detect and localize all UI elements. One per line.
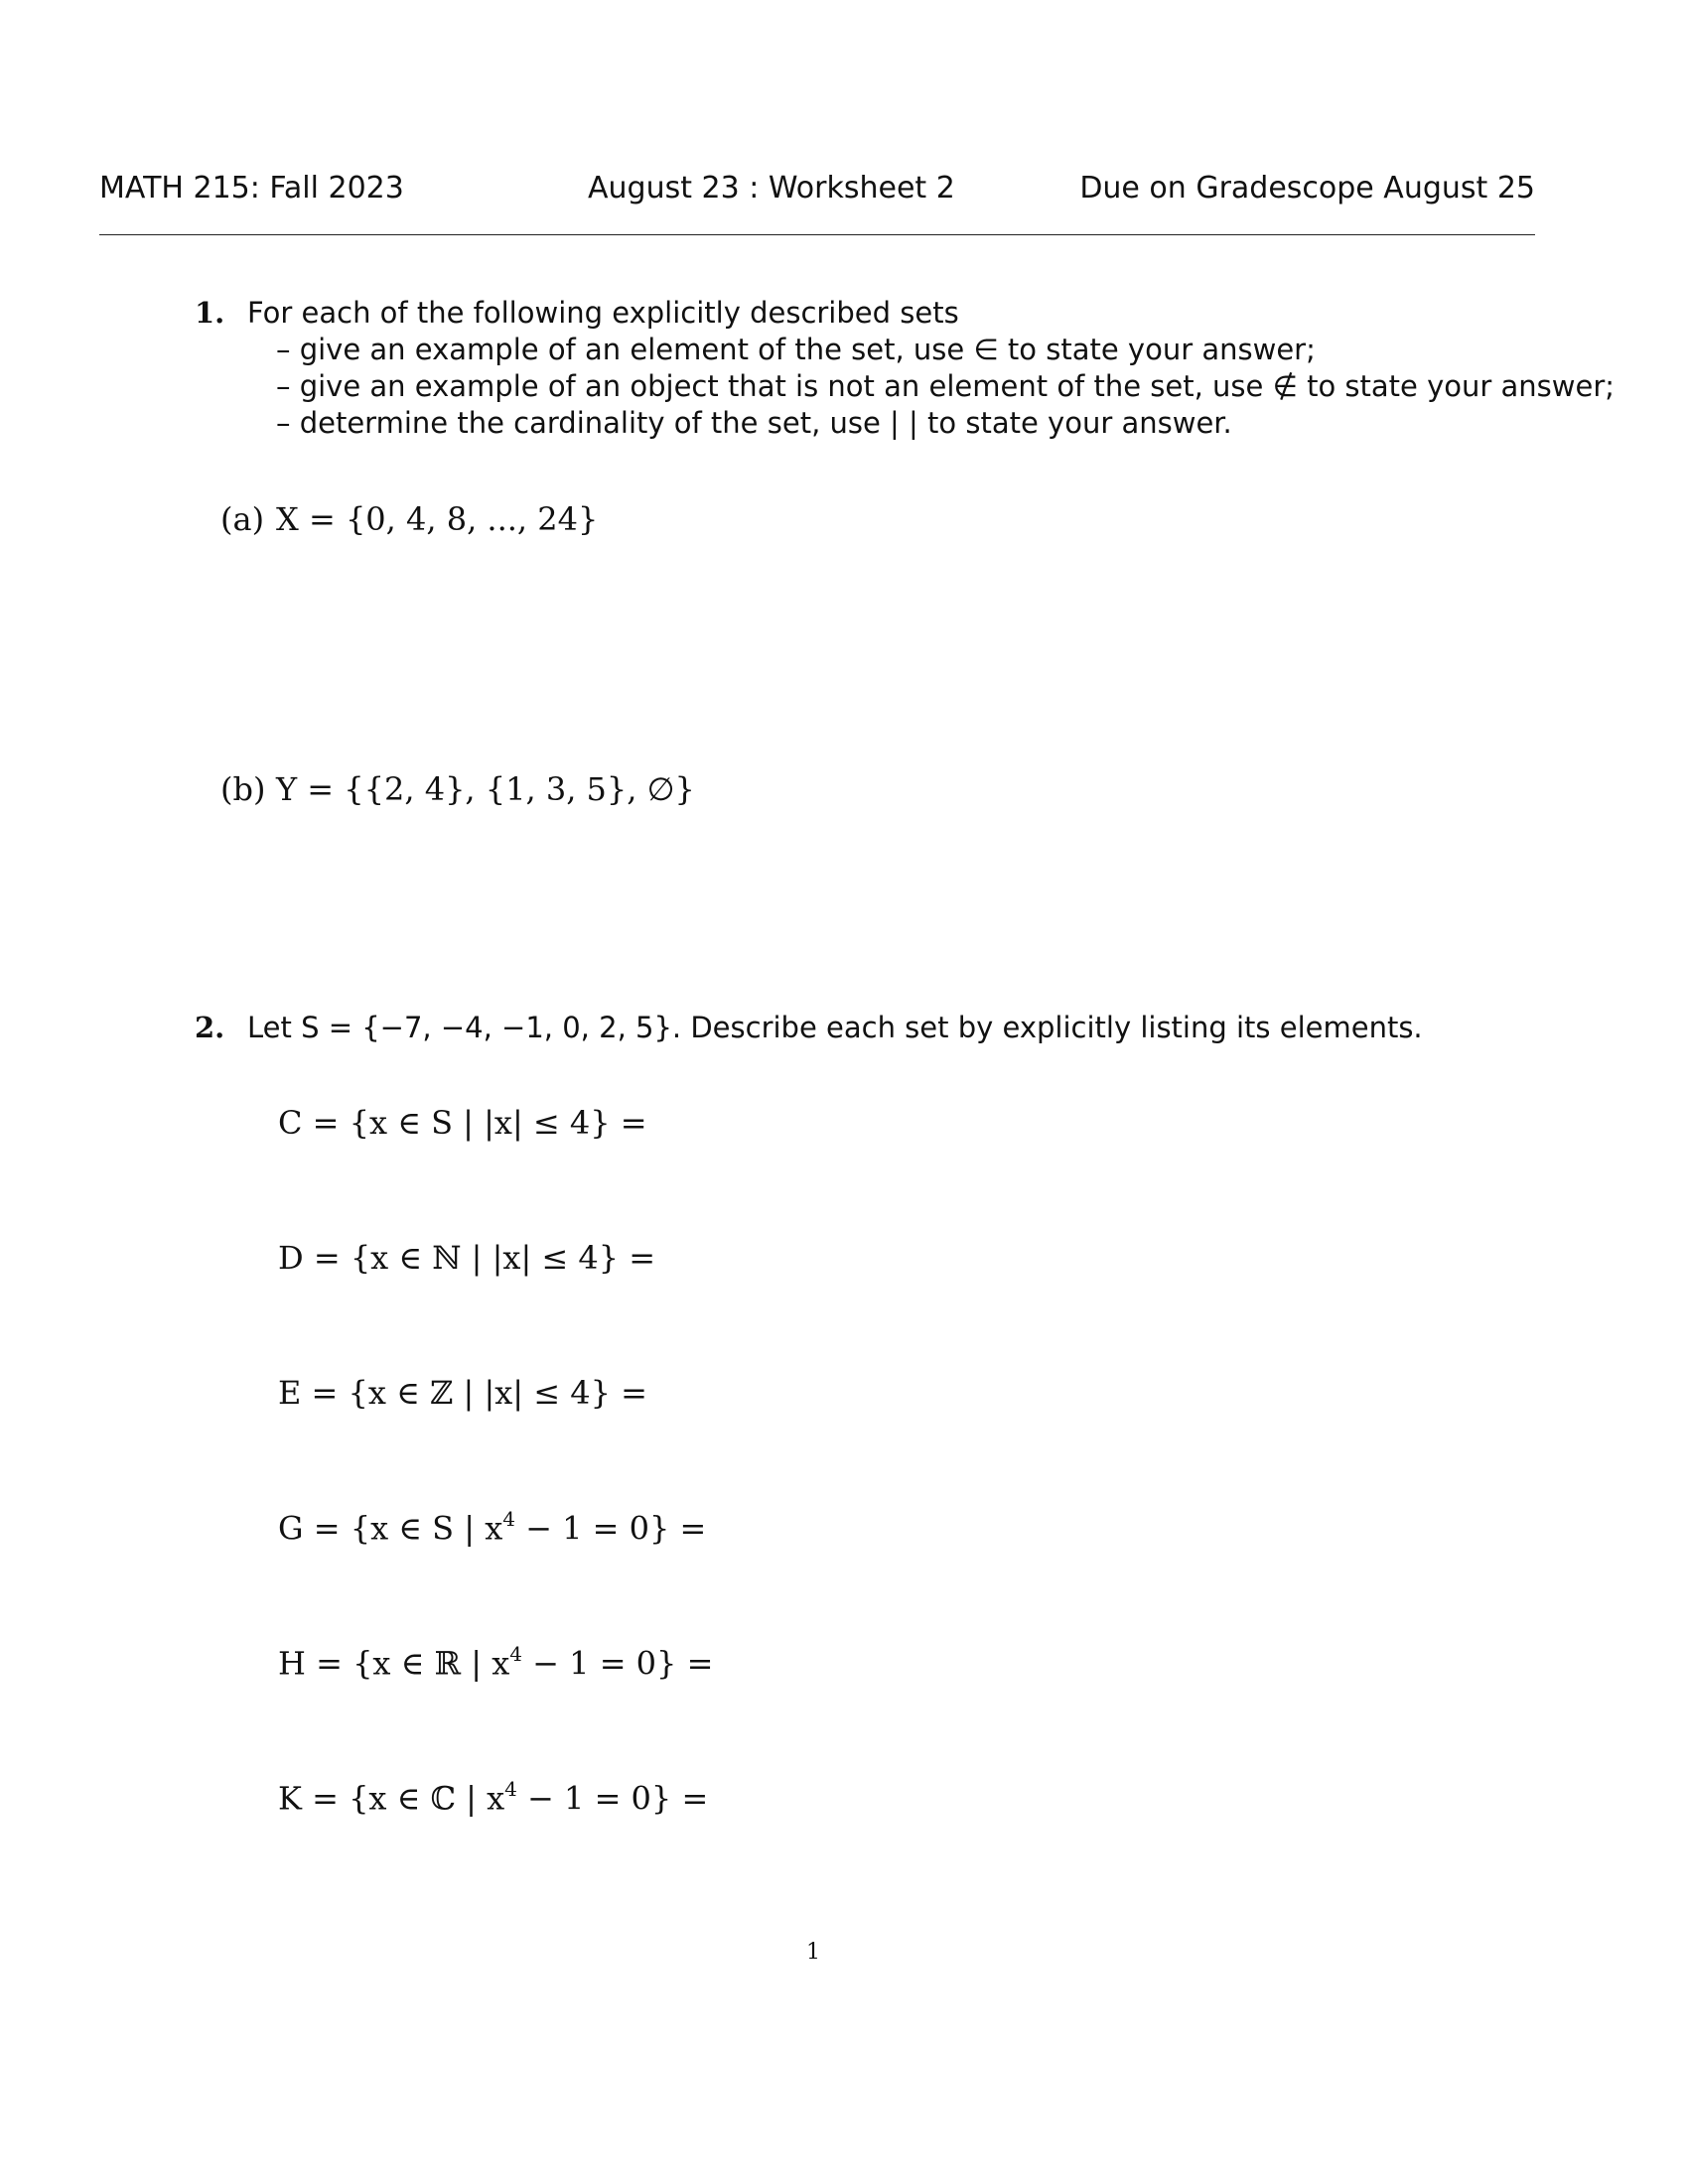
problem-1-number: 1. xyxy=(195,296,225,330)
problem-1-intro: For each of the following explicitly described sets xyxy=(247,296,959,330)
set-g-tail: − 1 = 0} = xyxy=(514,1509,707,1548)
set-h-tail: − 1 = 0} = xyxy=(522,1644,714,1683)
problem-2-number: 2. xyxy=(195,1011,225,1044)
set-k-tail: − 1 = 0} = xyxy=(516,1779,709,1818)
set-d-definition: D = {x ∈ ℕ | |x| ≤ 4} = xyxy=(278,1239,656,1277)
header-divider xyxy=(99,234,1535,235)
worksheet-title: August 23 : Worksheet 2 xyxy=(588,171,955,205)
set-h-exponent: 4 xyxy=(509,1642,522,1666)
problem-1-bullet: – determine the cardinality of the set, use | | to state your answer. xyxy=(276,406,1232,440)
course-title: MATH 215: Fall 2023 xyxy=(99,171,404,205)
set-k-head: K = {x ∈ ℂ | x xyxy=(278,1779,505,1818)
part-a-expression: X = {0, 4, 8, ..., 24} xyxy=(276,500,599,538)
set-h-head: H = {x ∈ ℝ | x xyxy=(278,1644,510,1683)
part-a-label: (a) xyxy=(220,500,265,538)
part-b-expression: Y = {{2, 4}, {1, 3, 5}, ∅} xyxy=(276,770,695,808)
set-k-exponent: 4 xyxy=(504,1777,517,1801)
set-g-definition xyxy=(278,1509,706,1548)
page-number: 1 xyxy=(806,1940,820,1965)
set-k-definition xyxy=(278,1779,708,1818)
set-c-definition: C = {x ∈ S | |x| ≤ 4} = xyxy=(278,1104,647,1142)
due-date: Due on Gradescope August 25 xyxy=(1079,171,1535,205)
part-b-label: (b) xyxy=(220,770,266,808)
set-g-head: G = {x ∈ S | x xyxy=(278,1509,503,1548)
set-h-definition xyxy=(278,1644,713,1683)
set-g-exponent: 4 xyxy=(502,1507,515,1531)
problem-2-intro: Let S = {−7, −4, −1, 0, 2, 5}. Describe each set by explicitly listing its elements. xyxy=(247,1011,1423,1044)
set-e-definition: E = {x ∈ ℤ | |x| ≤ 4} = xyxy=(278,1374,647,1412)
problem-1-bullet: – give an example of an element of the set, use ∈ to state your answer; xyxy=(276,333,1316,366)
problem-1-bullet: – give an example of an object that is not an element of the set, use ∉ to state your answer; xyxy=(276,369,1616,403)
